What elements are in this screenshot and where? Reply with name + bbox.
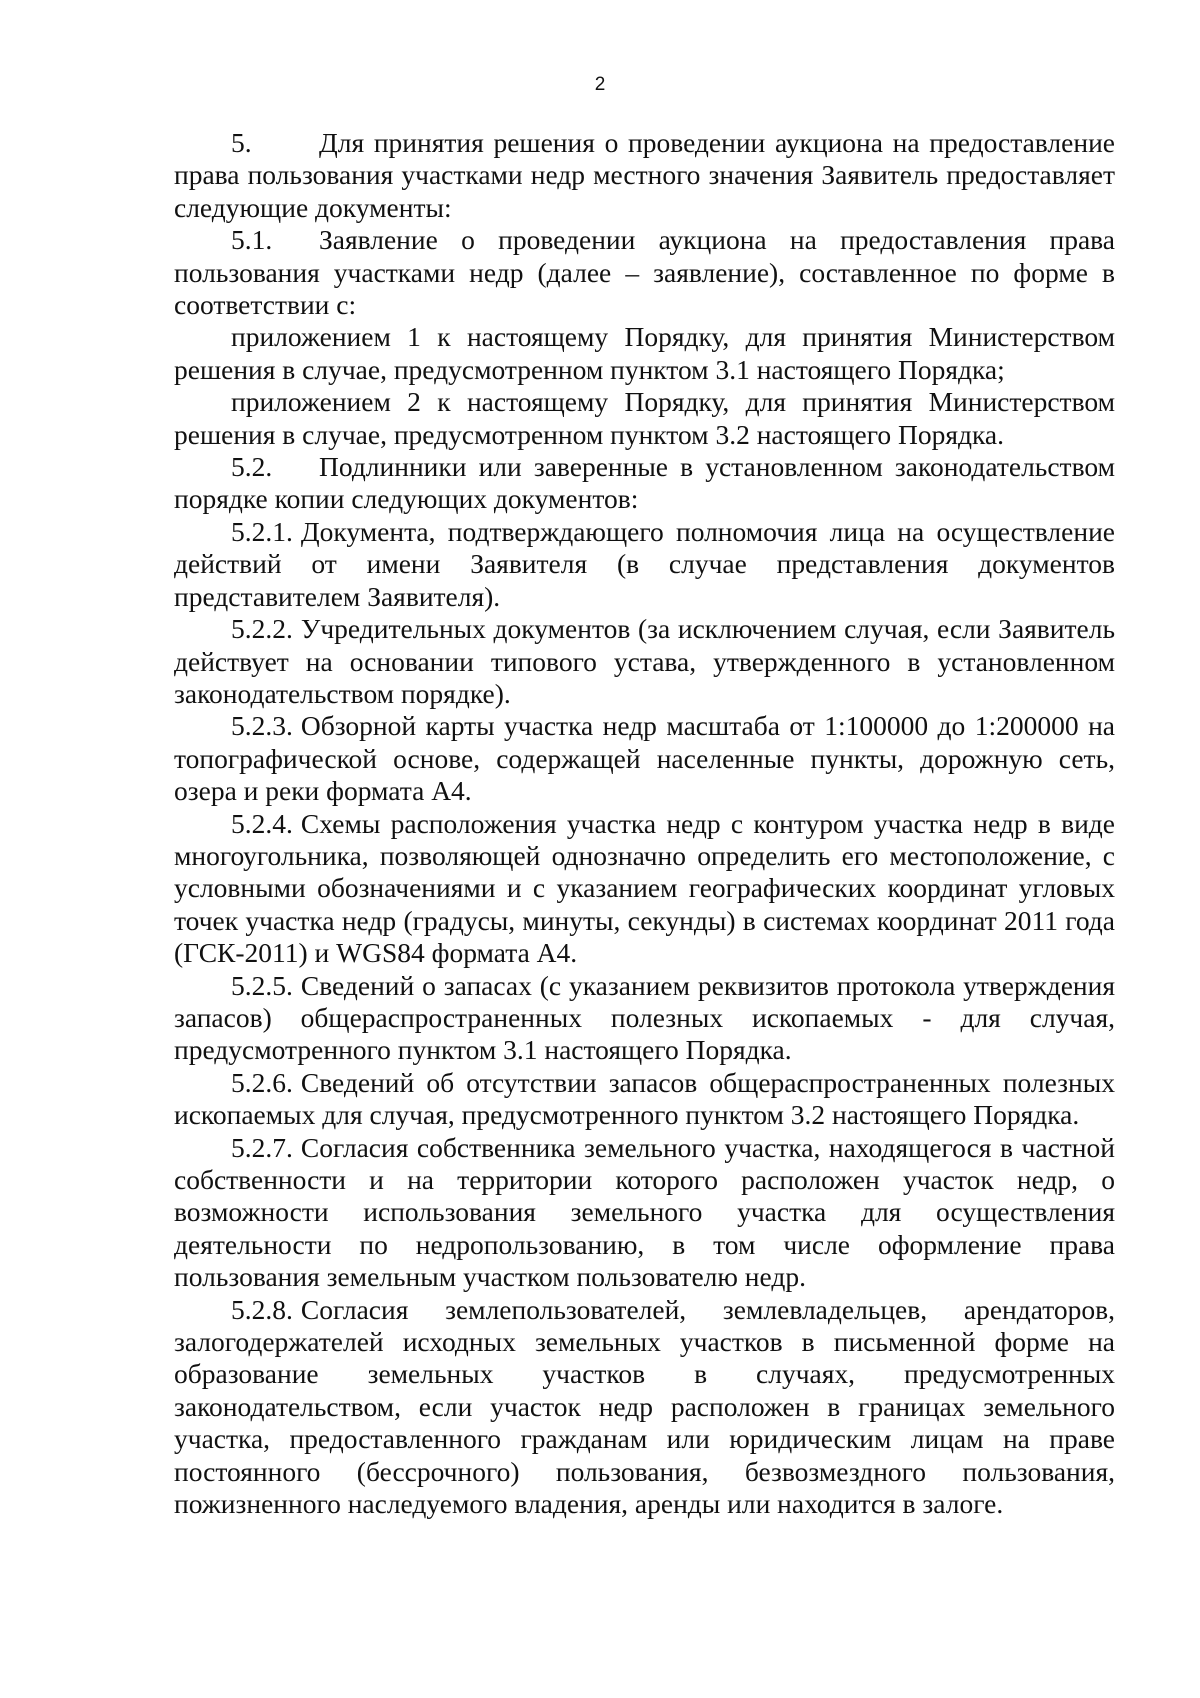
paragraph-text: Схемы расположения участка недр с контуром участка недр в виде многоугольника, позволяющей однозначно определить его местоположение, с условными обозначениями и с указанием географических координат угловых точек участка недр (градусы, минуты, секунды) в системах координат 2011 года (ГСК-2011) и WGS84 формата А4.	[174, 807, 1115, 969]
paragraph-number: 5.	[231, 127, 252, 158]
paragraph-5-2-5	[174, 970, 1115, 1067]
paragraph-text: Заявление о проведении аукциона на предоставления права пользования участками недр (далее – заявление), составленное по форме в соответствии с:	[174, 224, 1115, 321]
paragraph-text: Подлинники или заверенные в установленном законодательством порядке копии следующих документов:	[174, 451, 1115, 515]
paragraph-number: 5.2.7.	[231, 1131, 293, 1163]
paragraph-5-2-7	[174, 1132, 1115, 1294]
paragraph-number: 5.2.4.	[231, 807, 293, 839]
paragraph-number: 5.2.2.	[231, 613, 293, 645]
paragraph-number: 5.2.	[231, 451, 273, 483]
paragraph-text: Согласия землепользователей, землевладельцев, арендаторов, залогодержателей исходных земельных участков в письменной форме на образование земельных участков в случаях, предусмотренных законодательством, если участок недр расположен в границах земельного участка, предоставленного гражданам или юридическим лицам на праве постоянного (бессрочного) пользования, безвозмездного пользования, пожизненного наследуемого владения, аренды или находится в залоге.	[174, 1293, 1115, 1520]
page-number: 2	[594, 74, 606, 95]
paragraph-number: 5.2.5.	[231, 969, 293, 1001]
paragraph-annex-1	[174, 321, 1115, 386]
paragraph-5	[174, 127, 1115, 224]
paragraph-text: приложением 1 к настоящему Порядку, для принятия Министерством решения в случае, предусмотренном пунктом 3.1 настоящего Порядка;	[174, 321, 1115, 385]
paragraph-text: Учредительных документов (за исключением случая, если Заявитель действует на основании типового устава, утвержденного в установленном законодательством порядке).	[174, 613, 1115, 709]
paragraph-5-2	[174, 451, 1115, 516]
paragraph-text: Документа, подтверждающего полномочия лица на осуществление действий от имени Заявителя (в случае представления документов представителем Заявителя).	[174, 515, 1115, 612]
paragraph-annex-2	[174, 386, 1115, 451]
paragraph-text: приложением 2 к настоящему Порядку, для принятия Министерством решения в случае, предусмотренном пунктом 3.2 настоящего Порядка.	[174, 386, 1115, 450]
paragraph-5-2-4	[174, 808, 1115, 970]
paragraph-5-2-8	[174, 1294, 1115, 1521]
paragraph-5-2-3	[174, 710, 1115, 807]
paragraph-text: Для принятия решения о проведении аукциона на предоставление права пользования участками недр местного значения Заявитель предоставляет следующие документы:	[174, 127, 1115, 223]
paragraph-text: Обзорной карты участка недр масштаба от 1:100000 до 1:200000 на топографической основе, содержащей населенные пункты, дорожную сеть, озера и реки формата А4.	[174, 710, 1115, 807]
paragraph-number: 5.2.6.	[231, 1066, 293, 1098]
paragraph-5-2-1	[174, 516, 1115, 613]
paragraph-5-2-2	[174, 613, 1115, 710]
paragraph-text: Сведений об отсутствии запасов общераспространенных полезных ископаемых для случая, предусмотренного пунктом 3.2 настоящего Порядка.	[174, 1066, 1115, 1131]
paragraph-number: 5.2.1.	[231, 515, 293, 547]
paragraph-text: Согласия собственника земельного участка, находящегося в частной собственности и на территории которого расположен участок недр, о возможности использования земельного участка для осуществления деятельности по недропользованию, в том числе оформление права пользования земельным участком пользователю недр.	[174, 1131, 1115, 1293]
paragraph-number: 5.2.8.	[231, 1293, 293, 1325]
paragraph-5-2-6	[174, 1067, 1115, 1132]
paragraph-number: 5.1.	[231, 224, 273, 256]
document-body	[174, 127, 1115, 1520]
paragraph-5-1	[174, 224, 1115, 321]
paragraph-number: 5.2.3.	[231, 710, 293, 742]
paragraph-text: Сведений о запасах (с указанием реквизитов протокола утверждения запасов) общераспространенных полезных ископаемых - для случая, предусмотренного пунктом 3.1 настоящего Порядка.	[174, 969, 1115, 1066]
